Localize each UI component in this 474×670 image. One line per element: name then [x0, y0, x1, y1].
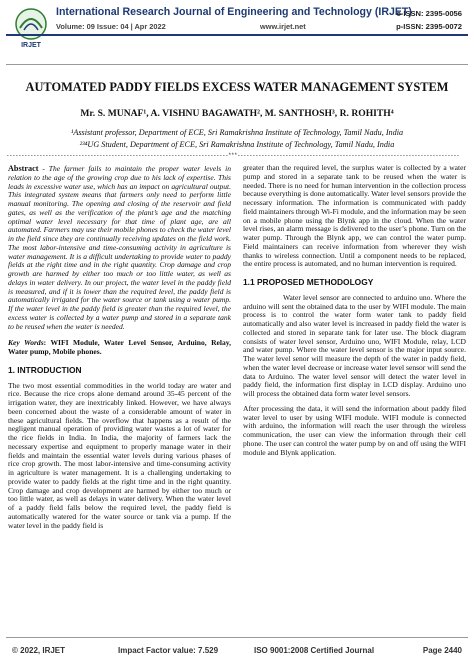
- affiliation-1: ¹Assistant professor, Department of ECE, Sri Ramakrishna Institute of Technology, Tamil Nadu, India: [70, 128, 404, 137]
- volume-issue: Volume: 09 Issue: 04 | Apr 2022: [56, 22, 166, 31]
- keywords: [8, 339, 231, 357]
- keywords-label: Key Words: [8, 338, 44, 348]
- footer-copyright: © 2022, IRJET: [12, 646, 66, 655]
- paper-title: AUTOMATED PADDY FIELDS EXCESS WATER MANAGEMENT SYSTEM: [25, 80, 449, 94]
- logo-text: IRJET: [21, 42, 41, 49]
- pissn: p-ISSN: 2395-0072: [396, 22, 462, 31]
- header-rule-bottom: [6, 64, 468, 65]
- affiliation-2: ²³⁴UG Student, Department of ECE, Sri Ramakrishna Institute of Technology, Tamil Nadu, India: [79, 140, 395, 149]
- abstract: [8, 164, 231, 331]
- eissn: e-ISSN: 2395-0056: [396, 9, 462, 18]
- section-heading-methodology: 1.1 PROPOSED METHODOLOGY: [243, 277, 374, 287]
- header-rule: [6, 34, 468, 36]
- methodology-paragraph-2: After processing the data, it will send the information about paddy filed water level to user by using WIFI module. WIFI module is connected with arduino, the information will reach the user through the wireless communication, the user can view the information through their cell phone. The user can control the water pump by on and off using the WIFI module and Blynk application.: [243, 403, 466, 457]
- footer-iso: ISO 9001:2008 Certified Journal: [254, 646, 375, 655]
- left-column: [8, 164, 231, 530]
- footer-page-number: Page 2440: [422, 646, 462, 655]
- journal-name: International Research Journal of Engineering and Technology (IRJET): [56, 6, 412, 18]
- introduction-paragraph: The two most essential commodities in the world today are water and rice. Because the rice crops alone demand around 35-45 percent of the irrigation water, they are inextricably linked. However, we have always been concerned about the waste of a considerable amount of water in these agricultural fields. The overflow that happens as a result of the negligent manual operation of providing water wastes a lot of water for the rice fields in India. In India, the majority of farmers lack the necessary expertise and equipment to properly manage water in their fields and maintain the essential water levels during various phases of rice crop growth. The most labor-intensive and time-consuming activity in agriculture is water management. It is a challenging undertaking to provide water to paddy fields at the right time and in the right quantity. Crop damage and crop development are harmed by either too much or too little water, as well as delays in water delivery. When the water level of a paddy field falls below the required level, the paddy field is automatically watered for the water source or tank via a pump. If the water level in the paddy field is: [8, 380, 231, 530]
- methodology-paragraph-1: Water level sensor are connected to arduino uno. Where the arduino will sent the obtained data to the user by WIFI module. The main process is to control the water form water tank to paddy field automatically and also water level is increased in paddy field the water is collected and stored in separate tank for later use. The block diagram consists of water level sensor, Arduino uno, WIFI Module, relay, LCD and water pump. Where the water level sensor is the major input source. The water level senor will measure the depth of the water in paddy field, when the water level decrease or increase water level sensor will send the data to Arduino. The water level sensor will detect the water level in paddy field, the information first display in LCD display. Arduino uno will process the obtained data form water level sensors.: [243, 292, 466, 398]
- footer-impact-factor: Impact Factor value: 7.529: [118, 646, 219, 655]
- abstract-text: - The farmer fails to maintain the proper water levels in relation to the age of the growing crop due to his lack of expertise. This leads in excessive water use, which has an impact on agricultural output. This integrated system means that farmers only need to perform little manual monitoring. The opening and closing of the reservoir and field gates, as well as the verification of the plant’s age and the matching optimal water level necessary for that time of plant age, are all automated. Farmers may use their mobile phones to check the water level in the field since they are continually receiving updates on the field work. The most labor-intensive and time-consuming activity in agriculture is water management. It is a difficult undertaking to provide water to paddy fields at the right time and in the right quantity. Crop damage and crop growth are harmed by either too much or too little water, as well as delays in water delivery. In our project, the water level in the paddy field is measured, and if it is lower than the required level, the paddy field is automatically irrigated for the water source or tank using a water pump. If the water level in the paddy field is greater than the required level, the excess water is collected by a water pump and stored in a separate tank to be reused when the water is needed.: [8, 164, 231, 331]
- page-header: [0, 0, 474, 64]
- footer-rule: [6, 637, 468, 638]
- abstract-label: Abstract: [8, 164, 39, 173]
- paper-authors: Mr. S. MUNAF¹, A. VISHNU BAGAWATH², M. SANTHOSH³, R. ROHITH⁴: [80, 108, 394, 119]
- keywords-text: : WIFI Module, Water Level Sensor, Arduino, Relay, Water pump, Mobile phones.: [8, 338, 231, 356]
- right-column: [243, 164, 466, 457]
- introduction-paragraph-continued: greater than the required level, the surplus water is collected by a water pump and stored in a separate tank to be reused when the water is needed. There is no need for human intervention in the collection process because everything is done automatically. Water level sensors provide the necessary information. The information is communicated with paddy field maintainers through Wi-Fi module, and the information may be seen on a mobile phone using the Blynk app in the cloud. When the water level rises, an alarm message is delivered to the user’s phone. Turn on the water pump. Through the Blynk app, we can control the water pump. Field maintainers can receive information from wherever they wish thanks to wireless connection. Until a component needs to be replaced, the entire process is automated, and no human intervention is required.: [243, 163, 466, 269]
- section-divider: --------------------------------------------------------------------------***--------------------------------------------------------------------------: [6, 152, 460, 159]
- irjet-logo: [10, 6, 52, 50]
- journal-website: www.irjet.net: [260, 22, 306, 31]
- section-heading-introduction: 1. INTRODUCTION: [8, 364, 82, 375]
